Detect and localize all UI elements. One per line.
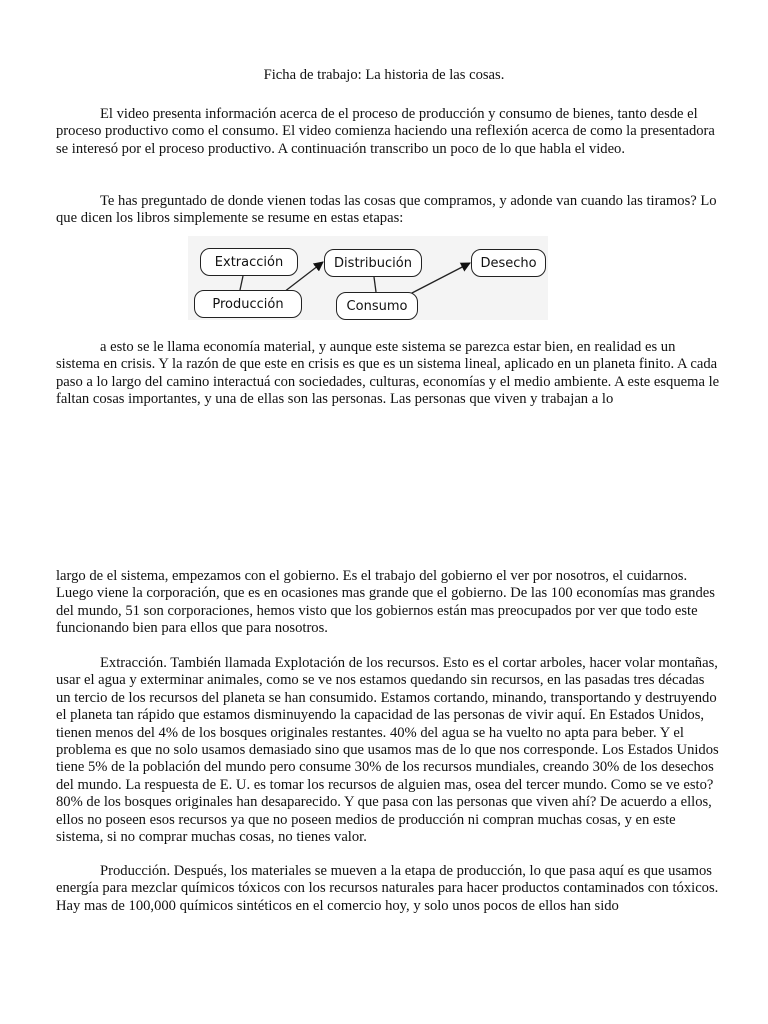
paragraph-question: [56, 193, 720, 228]
paragraph-economia-material-text: a esto se le llama economía material, y aunque este sistema se parezca estar bien, en realidad es un sistema en crisis. Y la razón de que este en crisis es que es un sistema lineal, aplicado en un planeta finito. A cada paso a lo largo del camino interactuá con sociedades, culturas, economías y el medio ambiente. A este esquema le faltan cosas importantes, y una de ellas son las personas. Las personas que viven y trabajan a lo: [56, 339, 720, 408]
node-distribucion: Distribución: [324, 249, 422, 277]
paragraph-produccion-text: Producción. Después, los materiales se mueven a la etapa de producción, lo que pasa aquí es que usamos energía para mezclar químicos tóxicos con los recursos naturales para hacer productos contaminados con tóxicos. Hay mas de 100,000 químicos sintéticos en el comercio hoy, y solo unos pocos de ellos han sido: [56, 863, 719, 914]
paragraph-intro-text: El video presenta información acerca de el proceso de producción y consumo de bienes, tanto desde el proceso productivo como el consumo. El video comienza haciendo una reflexión acerca de como la presentadora se interesó por el proceso productivo. A continuación transcribo un poco de lo que habla el video.: [56, 106, 715, 157]
link-distribucion-consumo: [374, 277, 376, 292]
paragraph-produccion: [56, 863, 720, 915]
document-title: Ficha de trabajo: La historia de las cosas.: [263, 67, 505, 83]
paragraph-gobierno: [56, 568, 720, 638]
node-desecho: Desecho: [471, 249, 546, 277]
paragraph-question-text: Te has preguntado de donde vienen todas las cosas que compramos, y adonde van cuando las tiramos? Lo que dicen los libros simplemente se resume en estas etapas:: [56, 193, 717, 227]
node-consumo: Consumo: [336, 292, 418, 320]
paragraph-gobierno-text: largo de el sistema, empezamos con el gobierno. Es el trabajo del gobierno el ver por nosotros, el cuidarnos. Luego viene la corporación, que es en ocasiones mas grande que el gobierno. De las 100 economías mas grandes del mundo, 51 son corporaciones, hemos visto que los gobiernos están mas preocupados por ver que todo este funcionando bien para ellos que para nosotros.: [56, 568, 715, 637]
node-extraccion: Extracción: [200, 248, 298, 276]
paragraph-extraccion: [56, 655, 720, 846]
node-produccion: Producción: [194, 290, 302, 318]
stages-diagram: [188, 236, 548, 320]
paragraph-economia-material: [56, 339, 720, 409]
paragraph-extraccion-text: Extracción. También llamada Explotación de los recursos. Esto es el cortar arboles, hacer volar montañas, usar el agua y exterminar animales, como se ve nos estamos quedando sin recursos, en las pasadas tres décadas un tercio de los recursos del planeta se han consumido. Estamos cortando, minando, transportando y destruyendo el planeta tan rápido que estamos disminuyendo la capacidad de las personas de vivir aquí. En Estados Unidos, tienen menos del 4% de los bosques originales restantes. 40% del agua se ha vuelto no apta para beber. Y el problema es que no solo usamos demasiado sino que usamos mas de lo que nos corresponde. Los Estados Unidos tiene 5% de la población del mundo pero consume 30% de los recursos mundiales, creando 30% de los desechos del mundo. La respuesta de E. U. es tomar los recursos de alguien mas, osea del tercer mundo. Como se ve esto? 80% de los bosques originales han desaparecido. Y que pasa con las personas que viven ahí? De acuerdo a ellos, ellos no poseen esos recursos ya que no poseen medios de producción ni compran muchas cosas, y en este sistema, si no comprar muchas cosas, no tienes valor.: [56, 655, 719, 846]
paragraph-intro: [56, 106, 720, 158]
link-extraccion-produccion: [240, 276, 243, 290]
